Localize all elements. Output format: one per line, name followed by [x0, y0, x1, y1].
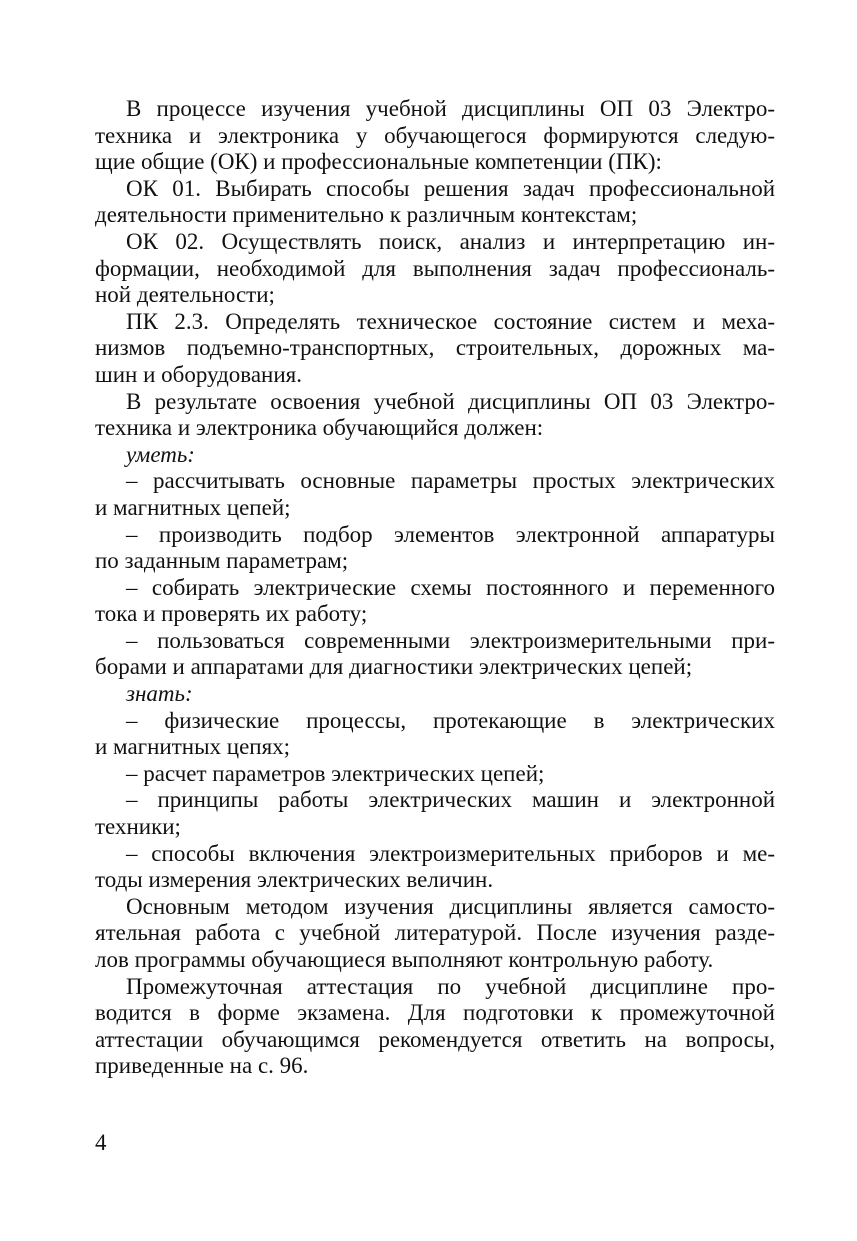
text-line: и магнитных цепях;	[95, 734, 291, 760]
section-heading	[95, 681, 775, 708]
text-line: знать:	[126, 681, 193, 707]
text-line: – расчет параметров электрических цепей;	[126, 760, 545, 786]
text-line: низмов подъемно-транспортных, строительных, дорожных ма-	[95, 335, 775, 361]
page-body	[95, 96, 775, 1080]
paragraph	[95, 522, 775, 575]
text-line: аттестации обучающимся рекомендуется ответить на вопросы,	[95, 1026, 775, 1052]
text-line: борами и аппаратами для диагностики электрических цепей;	[95, 654, 693, 680]
paragraph	[95, 309, 775, 389]
text-line: Основным методом изучения дисциплины является самосто-	[126, 893, 775, 919]
paragraph	[95, 974, 775, 1080]
text-line: техника и электроника у обучающегося формируются следую-	[95, 122, 775, 148]
paragraph	[95, 575, 775, 628]
text-line: – физические процессы, протекающие в электрических	[126, 707, 775, 733]
text-line: шин и оборудования.	[95, 361, 302, 387]
paragraph	[95, 229, 775, 309]
paragraph	[95, 787, 775, 840]
paragraph	[95, 96, 775, 176]
paragraph	[95, 628, 775, 681]
page-number: 4	[95, 1130, 107, 1155]
text-line: Промежуточная аттестация по учебной дисциплине про-	[126, 973, 775, 999]
text-line: уметь:	[126, 441, 195, 467]
text-line: В результате освоения учебной дисциплины ОП 03 Электро-	[126, 388, 775, 414]
text-line: тока и проверять их работу;	[95, 601, 368, 627]
paragraph	[95, 708, 775, 761]
text-line: техника и электроника обучающийся должен:	[95, 415, 544, 441]
paragraph	[95, 761, 775, 788]
text-line: деятельности применительно к различным контекстам;	[95, 202, 638, 228]
text-line: – собирать электрические схемы постоянного и переменного	[126, 574, 775, 600]
text-line: техники;	[95, 814, 181, 840]
section-heading	[95, 442, 775, 469]
paragraph	[95, 841, 775, 894]
text-line: тоды измерения электрических величин.	[95, 867, 494, 893]
text-line: по заданным параметрам;	[95, 548, 349, 574]
text-line: – способы включения электроизмерительных приборов и ме-	[126, 840, 775, 866]
paragraph	[95, 894, 775, 974]
text-line: формации, необходимой для выполнения задач профессиональ-	[95, 255, 775, 281]
text-line: В процессе изучения учебной дисциплины ОП 03 Электро-	[126, 96, 775, 121]
text-line: приведенные на с. 96.	[95, 1053, 309, 1079]
text-line: и магнитных цепей;	[95, 494, 291, 520]
paragraph	[95, 389, 775, 442]
paragraph	[95, 176, 775, 229]
text-line: ОК 01. Выбирать способы решения задач профессиональной	[126, 175, 775, 201]
text-line: лов программы обучающиеся выполняют контрольную работу.	[95, 947, 714, 972]
text-line: ятельная работа с учебной литературой. После изучения разде-	[95, 920, 775, 946]
text-line: водится в форме экзамена. Для подготовки к промежуточной	[95, 1000, 775, 1026]
text-line: – принципы работы электрических машин и электронной	[126, 787, 775, 813]
text-line: – производить подбор элементов электронной аппаратуры	[126, 521, 775, 547]
text-line: щие общие (ОК) и профессиональные компетенции (ПК):	[95, 149, 662, 175]
text-line: ной деятельности;	[95, 282, 275, 308]
text-line: – рассчитывать основные параметры простых электрических	[126, 468, 775, 494]
text-line: ПК 2.3. Определять техническое состояние систем и меха-	[126, 308, 775, 334]
paragraph	[95, 468, 775, 521]
text-line: – пользоваться современными электроизмерительными при-	[126, 627, 775, 653]
text-line: ОК 02. Осуществлять поиск, анализ и интерпретацию ин-	[126, 228, 775, 254]
